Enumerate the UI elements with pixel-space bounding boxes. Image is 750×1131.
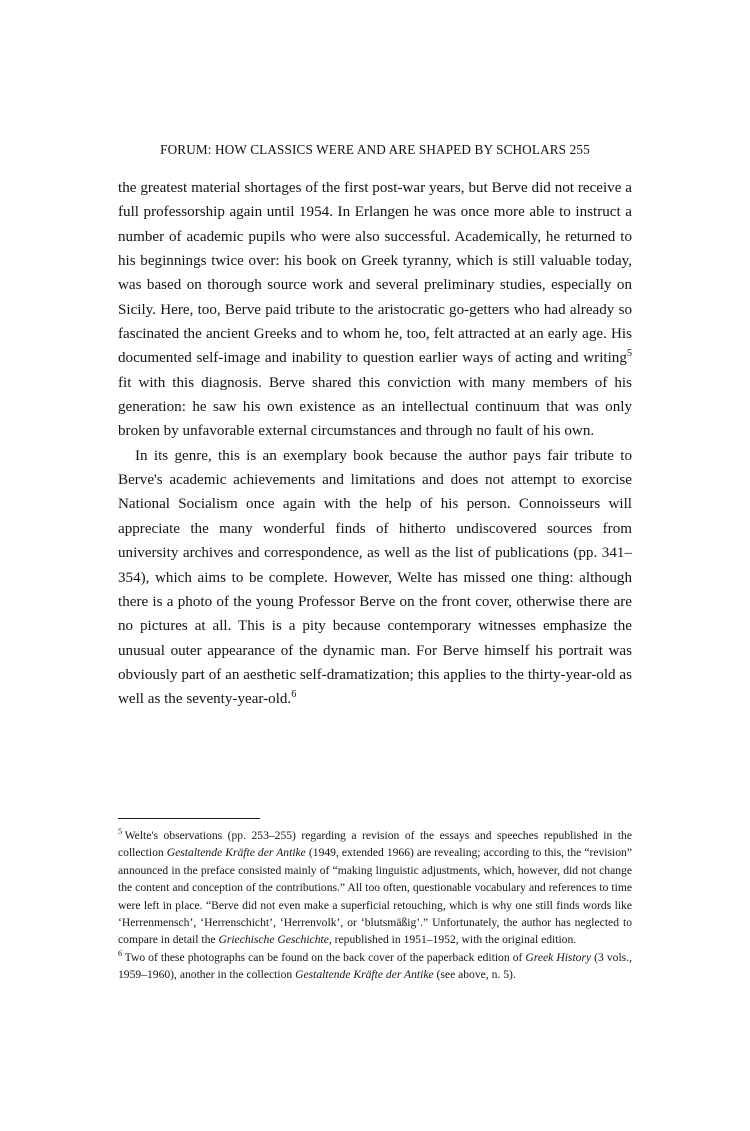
cited-title: Greek History — [525, 950, 592, 964]
footnote-separator-rule — [118, 818, 260, 819]
body-paragraph: In its genre, this is an exemplary book because the author pays fair tribute to Berve's academic achievements and limitations and does not attempt to exorcise National Socialism once again with the help of his person. Connoisseurs will appreciate the many wonderful finds of hitherto undiscovered sources from university archives and correspondence, as well as the list of publications (pp. 341–354), which aims to be complete. However, Welte has missed one thing: although there is a photo of the young Professor Berve on the front cover, otherwise there are no pictures at all. This is a pity because contemporary witnesses emphasize the unusual outer appearance of the dynamic man. For Berve himself his portrait was obviously part of an aesthetic self-dramatization; this applies to the thirty-year-old as well as the seventy-year-old.$^6$ — [118, 447, 632, 708]
footnote-reference: 6 — [291, 689, 297, 701]
footnote-marker: 6 — [118, 948, 123, 958]
cited-title: Gestaltende Kräfte der Antike — [166, 846, 306, 860]
body-paragraph: the greatest material shortages of the first post-war years, but Berve did not receive a full professorship again until 1954. In Erlangen he was once more able to instruct a number of academic pupils who were also successful. Academically, he returned to his beginnings twice over: his book on Greek tyranny, which is still valuable today, was based on thorough source work and several preliminary studies, especially on Sicily. Here, too, Berve paid tribute to the aristocratic go-getters who had already so fascinated the ancient Greeks and to whom he, too, felt attracted at an early age. His documented self-image and inability to question earlier ways of acting and writing$^5$ fit with this diagnosis. Berve shared this conviction with many members of his generation: he saw his own existence as an intellectual continuum that was only broken by unfavorable external circumstances and through no fault of his own. — [118, 180, 632, 440]
footnote: $^6$ Two of these photographs can be found on the back cover of the paperback edition of Greek History (3 vols., 1959–1960), another in the collection Gestaltende Kräfte der Antike (see above, n. 5). — [118, 948, 632, 982]
running-head: FORUM: HOW CLASSICS WERE AND ARE SHAPED BY SCHOLARS 255 — [160, 142, 590, 157]
footnote-reference: 5 — [626, 348, 632, 360]
cited-title: Griechische Geschichte — [218, 933, 329, 947]
body-text-area — [118, 176, 632, 712]
footnote-marker: 5 — [118, 827, 123, 837]
cited-title: Gestaltende Kräfte der Antike — [295, 968, 434, 982]
footnotes-area — [118, 818, 632, 984]
footnote: $^5$ Welte's observations (pp. 253–255) regarding a revision of the essays and speeches republished in the collection Gestaltende Kräfte der Antike (1949, extended 1966) are revealing; according to this, the “revision” announced in the preface consisted mainly of “making linguistic adjustments, which, however, did not change the content and conception of the contributions.” All too often, questionable vocabulary and references to time were left in place. “Berve did not even make a superficial retouching, which is why one still finds words like ‘Herrenmensch’, ‘Herrenschicht’, ‘Herrenvolk’, or ‘blutsmäßig’.” Unfortunately, the author has neglected to compare in detail the Griechische Geschichte, republished in 1951–1952, with the original edition. — [118, 827, 632, 947]
